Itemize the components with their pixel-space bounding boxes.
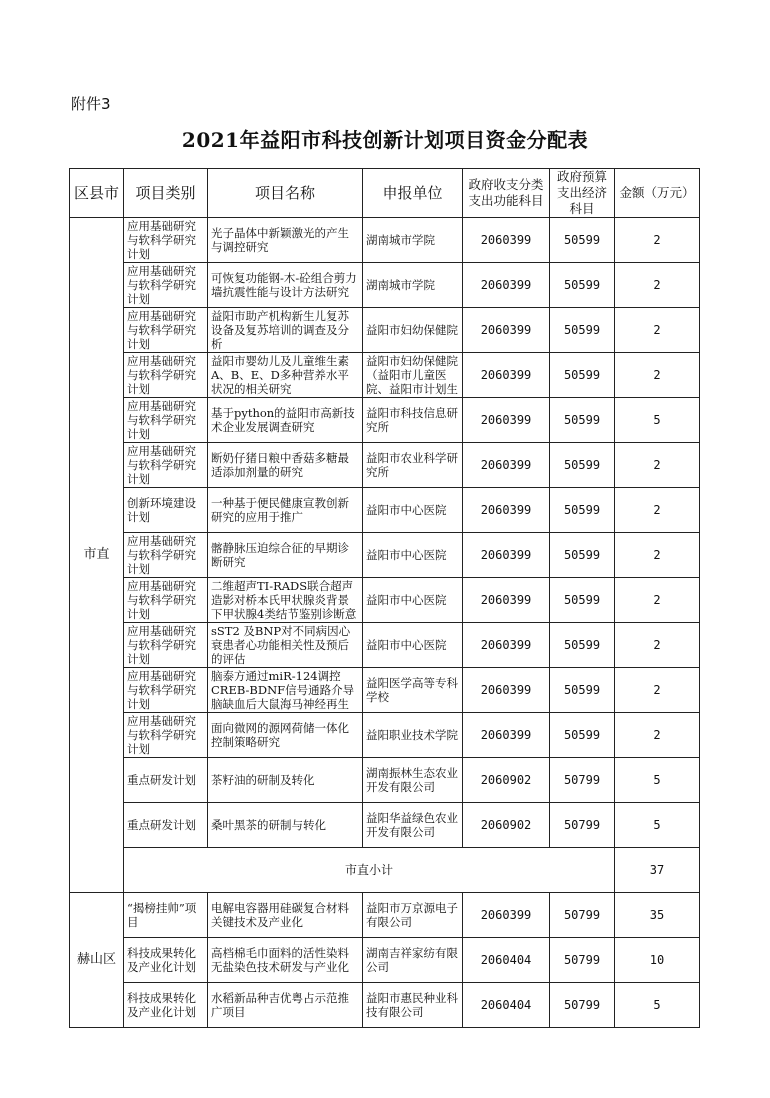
table-header-row [70,169,700,218]
unit-cell-text: 益阳市惠民种业科技有限公司 [366,991,458,1019]
category-cell-text: 应用基础研究与软科学研究计划 [127,624,196,666]
project-name-cell [208,443,363,488]
amount-cell: 2 [615,308,700,353]
category-cell-text: 应用基础研究与软科学研究计划 [127,534,196,576]
unit-cell-text: 益阳华益绿色农业开发有限公司 [366,811,458,839]
unit-cell-text: 益阳市科技信息研究所 [366,406,458,434]
project-name-cell-text: 茶籽油的研制及转化 [211,773,315,787]
unit-cell-text: 益阳市中心医院 [366,548,447,562]
function-subject-cell: 2060399 [463,578,550,623]
unit-cell-text: 益阳市妇幼保健院（益阳市儿童医院、益阳市计划生 [366,354,458,396]
project-name-cell [208,668,363,713]
project-name-cell-text: 高档棉毛巾面料的活性染料无盐染色技术研发与产业化 [211,946,349,974]
amount-cell: 2 [615,533,700,578]
function-subject-cell: 2060399 [463,353,550,398]
unit-cell-text: 益阳市中心医院 [366,638,447,652]
category-cell [124,443,208,488]
unit-cell [363,443,463,488]
economic-subject-cell: 50799 [550,893,615,938]
table-row [70,308,700,353]
project-name-cell-text: 益阳市助产机构新生儿复苏设备及复苏培训的调查及分析 [211,309,349,351]
unit-cell [363,308,463,353]
project-name-cell [208,218,363,263]
amount-cell: 5 [615,983,700,1028]
function-subject-cell: 2060902 [463,803,550,848]
amount-cell: 2 [615,713,700,758]
table-row [70,263,700,308]
function-subject-cell: 2060902 [463,758,550,803]
project-name-cell [208,578,363,623]
economic-subject-cell: 50599 [550,308,615,353]
table-row [70,758,700,803]
project-name-cell-text: 电解电容器用硅碳复合材料关键技术及产业化 [211,901,349,929]
unit-cell [363,893,463,938]
table-row [70,443,700,488]
category-cell-text: 应用基础研究与软科学研究计划 [127,714,196,756]
project-name-cell [208,263,363,308]
project-name-cell-text: 基于python的益阳市高新技术企业发展调查研究 [211,406,355,434]
category-cell-text: 科技成果转化及产业化计划 [127,946,196,974]
unit-cell [363,758,463,803]
function-subject-cell: 2060399 [463,308,550,353]
economic-subject-cell: 50599 [550,353,615,398]
project-name-cell-text: sST2 及BNP对不同病因心衰患者心功能相关性及预后的评估 [211,624,351,666]
category-cell-text: 应用基础研究与软科学研究计划 [127,399,196,441]
category-cell [124,623,208,668]
function-subject-cell: 2060399 [463,218,550,263]
unit-cell-text: 益阳市万京源电子有限公司 [366,901,458,929]
category-cell-text: 应用基础研究与软科学研究计划 [127,579,196,621]
category-cell [124,668,208,713]
project-name-cell-text: 桑叶黑茶的研制与转化 [211,818,326,832]
table-row [70,983,700,1028]
unit-cell [363,218,463,263]
economic-subject-cell: 50599 [550,533,615,578]
category-cell-text: 重点研发计划 [127,773,196,787]
table-row [70,488,700,533]
category-cell [124,308,208,353]
project-name-cell [208,623,363,668]
category-cell-text: 重点研发计划 [127,818,196,832]
economic-subject-cell: 50799 [550,803,615,848]
district-cell: 赫山区 [70,893,124,1028]
unit-cell-text: 益阳医学高等专科学校 [366,676,458,704]
amount-cell: 5 [615,398,700,443]
economic-subject-cell: 50599 [550,443,615,488]
category-cell-text: 应用基础研究与软科学研究计划 [127,309,196,351]
category-cell-text: 应用基础研究与软科学研究计划 [127,219,196,261]
amount-cell: 2 [615,443,700,488]
project-name-cell-text: 髂静脉压迫综合征的早期诊断研究 [211,541,349,569]
function-subject-cell: 2060399 [463,668,550,713]
function-subject-cell: 2060399 [463,398,550,443]
category-cell [124,713,208,758]
header-project-name: 项目名称 [208,169,363,218]
unit-cell [363,668,463,713]
document-title: 2021年益阳市科技创新计划项目资金分配表 [181,128,589,152]
function-subject-cell: 2060399 [463,263,550,308]
category-cell-text: “揭榜挂帅”项目 [127,901,197,929]
amount-cell: 35 [615,893,700,938]
header-amount: 金额（万元） [615,169,700,218]
economic-subject-cell: 50799 [550,983,615,1028]
project-name-cell [208,488,363,533]
unit-cell-text: 湖南城市学院 [366,278,435,292]
economic-subject-cell: 50599 [550,713,615,758]
header-function-subject: 政府收支分类支出功能科目 [463,169,550,218]
project-name-cell [208,308,363,353]
amount-cell: 2 [615,488,700,533]
table-row [70,623,700,668]
category-cell [124,578,208,623]
unit-cell-text: 益阳市妇幼保健院 [366,323,458,337]
unit-cell [363,623,463,668]
unit-cell [363,803,463,848]
category-cell [124,938,208,983]
table-row [70,893,700,938]
amount-cell: 5 [615,803,700,848]
unit-cell [363,353,463,398]
economic-subject-cell: 50599 [550,263,615,308]
economic-subject-cell: 50599 [550,668,615,713]
function-subject-cell: 2060404 [463,938,550,983]
fund-allocation-table [69,168,700,1028]
amount-cell: 5 [615,758,700,803]
project-name-cell [208,398,363,443]
unit-cell-text: 益阳市中心医院 [366,503,447,517]
economic-subject-cell: 50799 [550,758,615,803]
unit-cell [363,533,463,578]
project-name-cell-text: 断奶仔猪日粮中香菇多糖最适添加剂量的研究 [211,451,349,479]
category-cell-text: 科技成果转化及产业化计划 [127,991,196,1019]
function-subject-cell: 2060399 [463,893,550,938]
function-subject-cell: 2060399 [463,713,550,758]
unit-cell-text: 益阳市农业科学研究所 [366,451,458,479]
category-cell [124,488,208,533]
amount-cell: 2 [615,578,700,623]
table-row [70,218,700,263]
unit-cell [363,578,463,623]
function-subject-cell: 2060399 [463,443,550,488]
project-name-cell [208,893,363,938]
table-row [70,533,700,578]
unit-cell-text: 湖南吉祥家纺有限公司 [366,946,458,974]
category-cell [124,263,208,308]
economic-subject-cell: 50599 [550,398,615,443]
project-name-cell [208,803,363,848]
header-unit: 申报单位 [363,169,463,218]
project-name-cell-text: 水稻新品种吉优粤占示范推广项目 [211,991,349,1019]
category-cell-text: 创新环境建设计划 [127,496,196,524]
category-cell [124,353,208,398]
economic-subject-cell: 50599 [550,623,615,668]
category-cell-text: 应用基础研究与软科学研究计划 [127,264,196,306]
project-name-cell-text: 可恢复功能钢-木-砼组合剪力墙抗震性能与设计方法研究 [211,271,357,299]
district-cell: 市直 [70,218,124,893]
attachment-label: 附件3 [71,95,111,113]
project-name-cell [208,983,363,1028]
unit-cell [363,263,463,308]
unit-cell [363,398,463,443]
project-name-cell-text: 二维超声TI-RADS联合超声造影对桥本氏甲状腺炎背景下甲状腺4类结节鉴别诊断意 [211,579,357,621]
table-row [70,803,700,848]
project-name-cell [208,758,363,803]
unit-cell [363,938,463,983]
category-cell [124,758,208,803]
category-cell [124,218,208,263]
category-cell [124,803,208,848]
unit-cell [363,983,463,1028]
category-cell [124,398,208,443]
unit-cell-text: 益阳市中心医院 [366,593,447,607]
amount-cell: 2 [615,353,700,398]
project-name-cell [208,533,363,578]
project-name-cell-text: 光子晶体中新颖激光的产生与调控研究 [211,226,349,254]
table-row [70,353,700,398]
header-category: 项目类别 [124,169,208,218]
amount-cell: 10 [615,938,700,983]
unit-cell-text: 湖南城市学院 [366,233,435,247]
table-row [70,578,700,623]
header-economic-subject: 政府预算支出经济科目 [550,169,615,218]
unit-cell [363,488,463,533]
table-row [70,398,700,443]
project-name-cell [208,353,363,398]
amount-cell: 2 [615,263,700,308]
subtotal-amount: 37 [615,848,700,893]
category-cell-text: 应用基础研究与软科学研究计划 [127,444,196,486]
project-name-cell [208,938,363,983]
economic-subject-cell: 50799 [550,938,615,983]
unit-cell [363,713,463,758]
table-row [70,668,700,713]
subtotal-label: 市直小计 [124,848,615,893]
amount-cell: 2 [615,668,700,713]
project-name-cell-text: 面向微网的源网荷储一体化控制策略研究 [211,721,349,749]
project-name-cell-text: 益阳市婴幼儿及儿童维生素A、B、E、D多种营养水平状况的相关研究 [211,354,349,396]
category-cell-text: 应用基础研究与软科学研究计划 [127,354,196,396]
amount-cell: 2 [615,218,700,263]
unit-cell-text: 益阳职业技术学院 [366,728,458,742]
economic-subject-cell: 50599 [550,218,615,263]
table-row [70,938,700,983]
economic-subject-cell: 50599 [550,488,615,533]
category-cell [124,533,208,578]
amount-cell: 2 [615,623,700,668]
function-subject-cell: 2060399 [463,623,550,668]
function-subject-cell: 2060399 [463,488,550,533]
function-subject-cell: 2060404 [463,983,550,1028]
category-cell [124,983,208,1028]
category-cell [124,893,208,938]
table-row [70,713,700,758]
subtotal-row [70,848,700,893]
category-cell-text: 应用基础研究与软科学研究计划 [127,669,196,711]
header-district: 区县市 [70,169,124,218]
project-name-cell-text: 一种基于便民健康宣教创新研究的应用于推广 [211,496,349,524]
unit-cell-text: 湖南振林生态农业开发有限公司 [366,766,458,794]
function-subject-cell: 2060399 [463,533,550,578]
project-name-cell-text: 脑泰方通过miR-124调控CREB-BDNF信号通路介导脑缺血后大鼠海马神经再生 [211,669,355,711]
project-name-cell [208,713,363,758]
economic-subject-cell: 50599 [550,578,615,623]
